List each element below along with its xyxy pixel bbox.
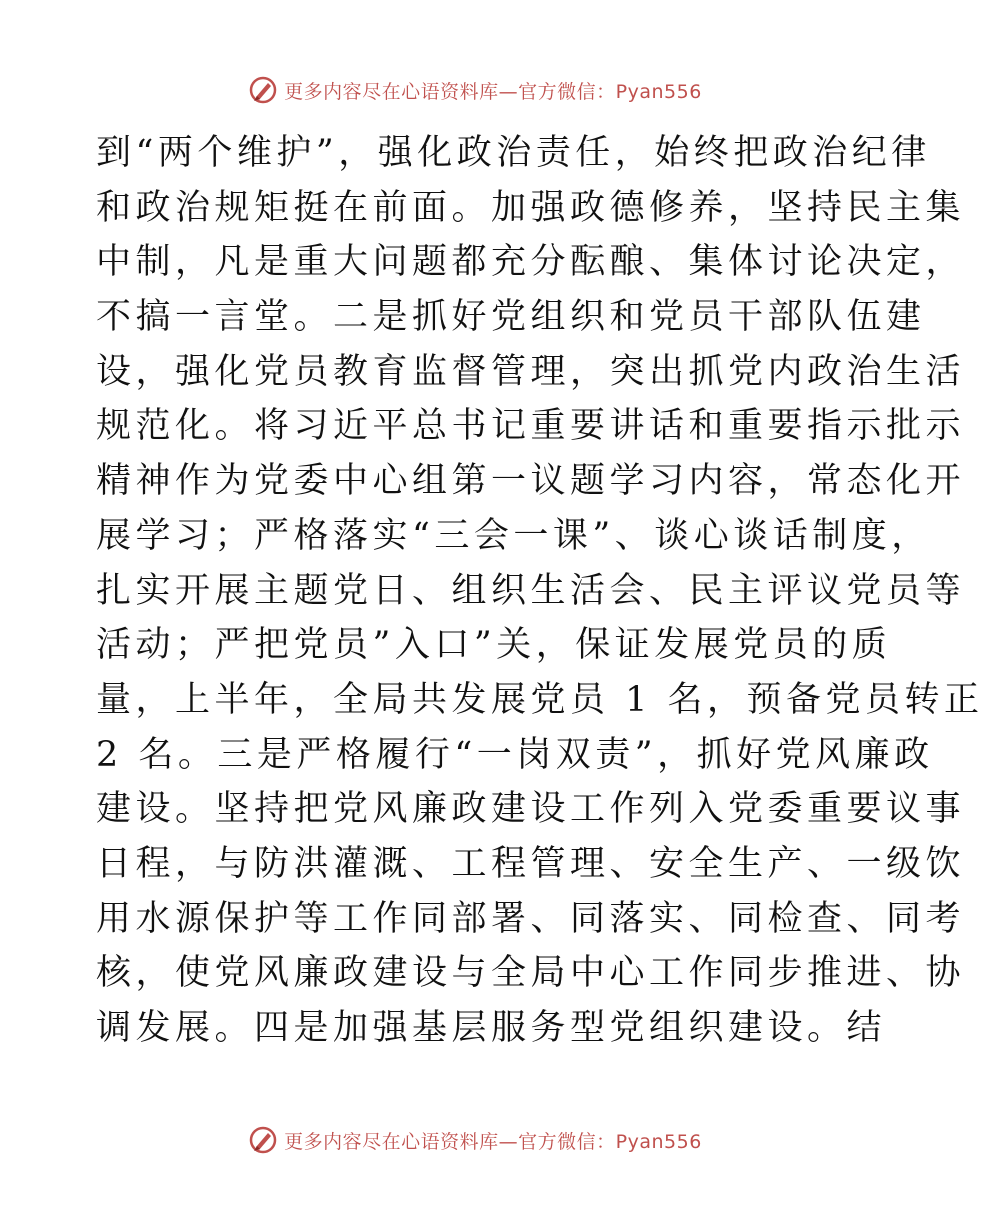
body-line: 到“两个维护”，强化政治责任，始终把政治纪律: [96, 133, 931, 173]
document-body: [96, 126, 984, 1056]
body-line: 不搞一言堂。二是抓好党组织和党员干部队伍建: [96, 297, 926, 338]
body-line: 建设。坚持把党风廉政建设工作列入党委重要议事: [96, 789, 966, 830]
body-line: 展学习；严格落实“三会一课”、谈心谈话制度，: [96, 515, 931, 556]
footer-banner-text: 更多内容尽在心语资料库—官方微信：Pyan556: [284, 1130, 702, 1153]
body-line: 精神作为党委中心组第一议题学习内容，常态化开: [96, 461, 966, 502]
header-banner: [0, 70, 950, 110]
body-line: 和政治规矩挺在前面。加强政德修养，坚持民主集: [96, 187, 966, 228]
body-line: 调发展。四是加强基层服务型党组织建设。结: [96, 1008, 887, 1048]
body-line: 量，上半年，全局共发展党员 1 名，预备党员转正: [96, 679, 984, 720]
body-line: 核，使党风廉政建设与全局中心工作同步推进、协: [96, 953, 966, 994]
header-banner-text: 更多内容尽在心语资料库—官方微信：Pyan556: [284, 80, 702, 103]
body-line: 活动；严把党员”入口”关，保证发展党员的质: [96, 625, 892, 666]
body-line: 扎实开展主题党日、组织生活会、民主评议党员等: [96, 570, 966, 611]
footer-banner: [0, 1120, 950, 1160]
body-line: 2 名。三是严格履行“一岗双责”，抓好党风廉政: [96, 734, 934, 775]
body-line: 设，强化党员教育监督管理，突出抓党内政治生活: [96, 351, 966, 392]
pen-logo-icon: [248, 75, 278, 105]
body-line: 用水源保护等工作同部署、同落实、同检查、同考: [96, 898, 966, 939]
body-line: 日程，与防洪灌溉、工程管理、安全生产、一级饮: [96, 843, 966, 884]
pen-logo-icon: [248, 1125, 278, 1155]
body-line: 中制，凡是重大问题都充分酝酿、集体讨论决定，: [96, 242, 966, 283]
body-line: 规范化。将习近平总书记重要讲话和重要指示批示: [96, 406, 966, 447]
